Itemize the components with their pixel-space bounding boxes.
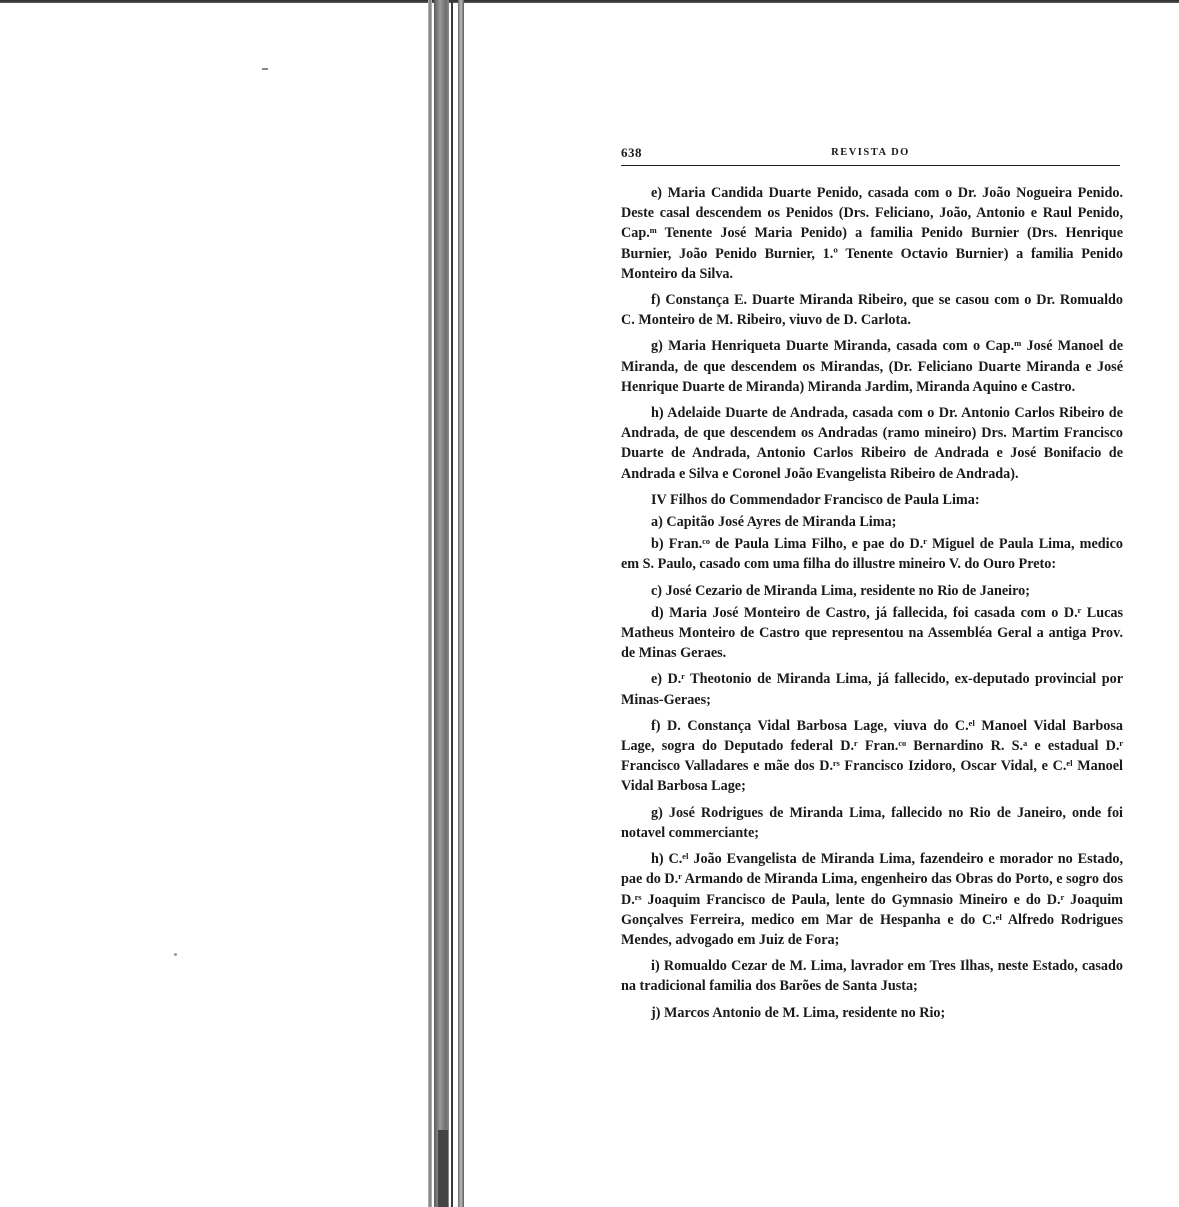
paragraph-g-maria-henriqueta: g) Maria Henriqueta Duarte Miranda, casada com o Cap.ᵐ José Manoel de Miranda, de que descendem os Mirandas, (Dr. Feliciano Duarte Miranda e José Henrique Duarte de Miranda) Miranda Jardim, Miranda Aquino e Castro.: [621, 338, 1123, 395]
list-item-i: i) Romualdo Cezar de M. Lima, lavrador em Tres Ilhas, neste Estado, casado na tradicional familia dos Barões de Santa Justa;: [621, 958, 1123, 995]
scan-speck: [174, 953, 177, 956]
list-item-c: c) José Cezario de Miranda Lima, residente no Rio de Janeiro;: [651, 582, 1030, 599]
list-item-a: a) Capitão José Ayres de Miranda Lima;: [651, 514, 897, 531]
gutter-shadow: [451, 0, 453, 1207]
page-number: 638: [621, 145, 642, 160]
list-item-j: j) Marcos Antonio de M. Lima, residente no Rio;: [651, 1004, 946, 1021]
scan-speck: [262, 68, 268, 70]
list-item-h: h) C.ᵉˡ João Evangelista de Miranda Lima, fazendeiro e morador no Estado, pae do D.ʳ Armando de Miranda Lima, engenheiro das Obras do Porto, e sogro dos D.ʳˢ Joaquim Francisco de Paula, lente do Gymnasio Mineiro e do D.ʳ Joaquim Gonçalves Ferreira, medico em Mar de Hespanha e do C.ᵉˡ Alfredo Rodrigues Mendes, advogado em Juiz de Fora;: [621, 851, 1123, 948]
book-gutter: [424, 0, 470, 1207]
running-head: REVISTA DO: [831, 147, 910, 158]
gutter-shadow: [434, 0, 449, 1207]
paragraph-h-adelaide: h) Adelaide Duarte de Andrada, casada com o Dr. Antonio Carlos Ribeiro de Andrada, de que descendem os Andradas (ramo mineiro) Drs. Martim Francisco Duarte de Andrada, Antonio Carlos Ribeiro de Andrada e José Bonifacio de Andrada e Silva e Coronel João Evangelista Ribeiro de Andrada).: [621, 405, 1123, 482]
list-item-b: b) Fran.ᶜᵒ de Paula Lima Filho, e pae do D.ʳ Miguel de Paula Lima, medico em S. Paulo, casado com uma filha do illustre mineiro V. do Ouro Preto:: [621, 536, 1123, 573]
page-header: [621, 143, 1120, 166]
paragraph-f-constanca: f) Constança E. Duarte Miranda Ribeiro, que se casou com o Dr. Romualdo C. Monteiro de M. Ribeiro, viuvo de D. Carlota.: [621, 292, 1123, 329]
list-item-g: g) José Rodrigues de Miranda Lima, fallecido no Rio de Janeiro, onde foi notavel commerciante;: [621, 804, 1123, 841]
gutter-shadow: [428, 0, 432, 1207]
scan-top-edge: [0, 0, 1179, 3]
list-item-e: e) D.ʳ Theotonio de Miranda Lima, já fallecido, ex-deputado provincial por Minas-Geraes;: [621, 671, 1123, 708]
gutter-shadow: [458, 0, 464, 1207]
list-item-f: f) D. Constança Vidal Barbosa Lage, viuva do C.ᵉˡ Manoel Vidal Barbosa Lage, sogra do Deputado federal D.ʳ Fran.ᶜᵒ Bernardino R. S.ᵃ e estadual D.ʳ Francisco Valladares e mãe dos D.ʳˢ Francisco Izidoro, Oscar Vidal, e C.ᵉˡ Manoel Vidal Barbosa Lage;: [621, 717, 1123, 795]
gutter-shadow: [438, 1130, 448, 1207]
page-body: [621, 183, 1123, 1029]
section-heading-filhos: IV Filhos do Commendador Francisco de Paula Lima:: [651, 491, 980, 508]
paragraph-e-maria-candida: e) Maria Candida Duarte Penido, casada com o Dr. João Nogueira Penido. Deste casal descendem os Penidos (Drs. Feliciano, João, Antonio e Raul Penido, Cap.ᵐ Tenente José Maria Penido) a familia Penido Burnier (Drs. Henrique Burnier, João Penido Burnier, 1.º Tenente Octavio Burnier) a familia Penido Monteiro da Silva.: [621, 185, 1123, 282]
list-item-d: d) Maria José Monteiro de Castro, já fallecida, foi casada com o D.ʳ Lucas Matheus Monteiro de Castro que representou na Assembléa Geral a antiga Prov. de Minas Geraes.: [621, 604, 1123, 662]
